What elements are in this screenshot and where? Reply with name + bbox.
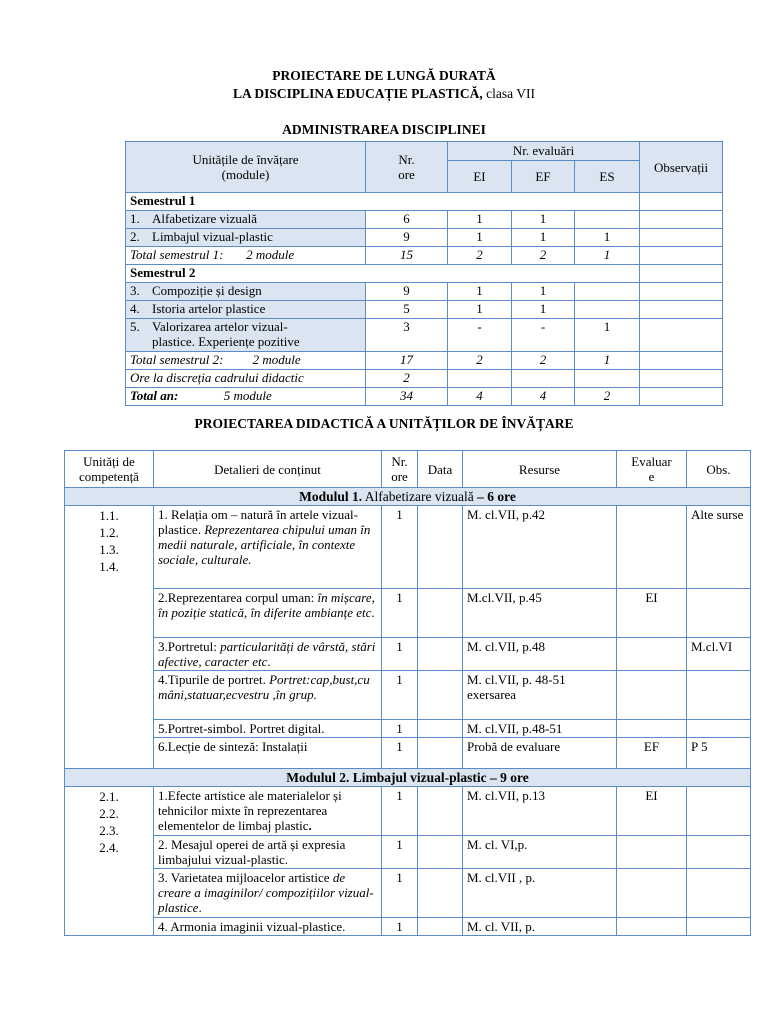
total-semester-1: Total semestrul 1: 2 module 15 2 2 1 — [126, 247, 723, 265]
competence-list-2: 2.1. 2.2. 2.3. 2.4. — [65, 787, 154, 936]
plan-header-comp: Unități de competență — [65, 451, 154, 488]
table-row: 3. Compoziție și design 9 1 1 — [126, 283, 723, 301]
module-1-title: Modulul 1. Alfabetizare vizuală – 6 ore — [65, 488, 751, 506]
doc-title-line2 — [0, 86, 768, 102]
header-evals: Nr. evaluări — [448, 142, 640, 161]
header-units: Unitățile de învățare (module) — [126, 142, 366, 193]
discretion-hours: Ore la discreția cadrului didactic 2 — [126, 370, 723, 388]
table-row: 6.Lecție de sinteză: Instalații 1 Probă de evaluare EF P 5 — [65, 738, 751, 769]
total-semester-2: Total semestrul 2: 2 module 17 2 2 1 — [126, 352, 723, 370]
doc-title-discipline: LA DISCIPLINA EDUCAȚIE PLASTICĂ, — [232, 86, 483, 101]
plan-header-date: Data — [418, 451, 463, 488]
table-row: 3.Portretul: particularități de vârstă, stări afective, caracter etc. 1 M. cl.VII, p.48 M.cl.VI — [65, 638, 751, 671]
plan-header-det: Detalieri de conținut — [154, 451, 382, 488]
table-row: 2.Reprezentarea corpul uman: în mișcare, în poziție statică, în diferite ambianțe etc. 1 M.cl.VII, p.45 EI — [65, 589, 751, 638]
module-2-title: Modulul 2. Limbajul vizual-plastic – 9 ore — [65, 769, 751, 787]
plan-header-eval: Evaluar e — [617, 451, 687, 488]
header-ei: EI — [448, 160, 512, 192]
table-row: 4.Tipurile de portret. Portret:cap,bust,cu mâni,statuar,ecvestru ,în grup. 1 M. cl.VII, p. 48-51 exersarea — [65, 671, 751, 720]
table-row: 4. Armonia imaginii vizual-plastice. 1 M. cl. VII, p. — [65, 918, 751, 936]
table-row: 5. Valorizarea artelor vizual- plastice. Experiențe pozitive 3 - - 1 — [126, 319, 723, 352]
header-obs: Observații — [640, 142, 723, 193]
plan-table — [64, 450, 751, 936]
plan-header-hours: Nr. ore — [382, 451, 418, 488]
semester-1-label: Semestrul 1 — [126, 193, 640, 211]
table-row: 2. Mesajul operei de artă și expresia limbajului vizual-plastic. 1 M. cl. VI,p. — [65, 836, 751, 869]
total-year: Total an: 5 module 34 4 4 2 — [126, 388, 723, 406]
table-row: 4. Istoria artelor plastice 5 1 1 — [126, 301, 723, 319]
header-hours: Nr. ore — [366, 142, 448, 193]
plan-header-obs: Obs. — [687, 451, 751, 488]
semester-2-label: Semestrul 2 — [126, 265, 640, 283]
section-title-admin: ADMINISTRAREA DISCIPLINEI — [282, 122, 486, 137]
doc-title-class: clasa VII — [482, 86, 536, 101]
table-row: 3. Varietatea mijloacelor artistice de creare a imaginilor/ compozițiilor vizual-plastice. 1 M. cl.VII , p. — [65, 869, 751, 918]
section-title-plan: PROIECTAREA DIDACTICĂ A UNITĂȚILOR DE ÎNVĂȚARE — [194, 416, 574, 431]
table-row: 5.Portret-simbol. Portret digital. 1 M. cl.VII, p.48-51 — [65, 720, 751, 738]
table-row: 1.1. 1.2. 1.3. 1.4. 1. Relația om – natură în artele vizual-plastice. Reprezentarea chipului uman în medii naturale, artificiale, în contexte sociale, culturale. 1 M. cl.VII, p.42 Alte surse — [65, 506, 751, 589]
table-row: 1. Alfabetizare vizuală 6 1 1 — [126, 211, 723, 229]
table-row: 2. Limbajul vizual-plastic 9 1 1 1 — [126, 229, 723, 247]
doc-title-line1: PROIECTARE DE LUNGĂ DURATĂ — [272, 68, 496, 83]
header-es: ES — [575, 160, 640, 192]
admin-table — [125, 141, 723, 406]
competence-list-1: 1.1. 1.2. 1.3. 1.4. — [65, 506, 154, 769]
header-ef: EF — [512, 160, 575, 192]
plan-header-res: Resurse — [463, 451, 617, 488]
table-row: 2.1. 2.2. 2.3. 2.4. 1.Efecte artistice ale materialelor și tehnicilor mixte în reprezentarea elementelor de limbaj plastic. 1 M. cl.VII, p.13 EI — [65, 787, 751, 836]
